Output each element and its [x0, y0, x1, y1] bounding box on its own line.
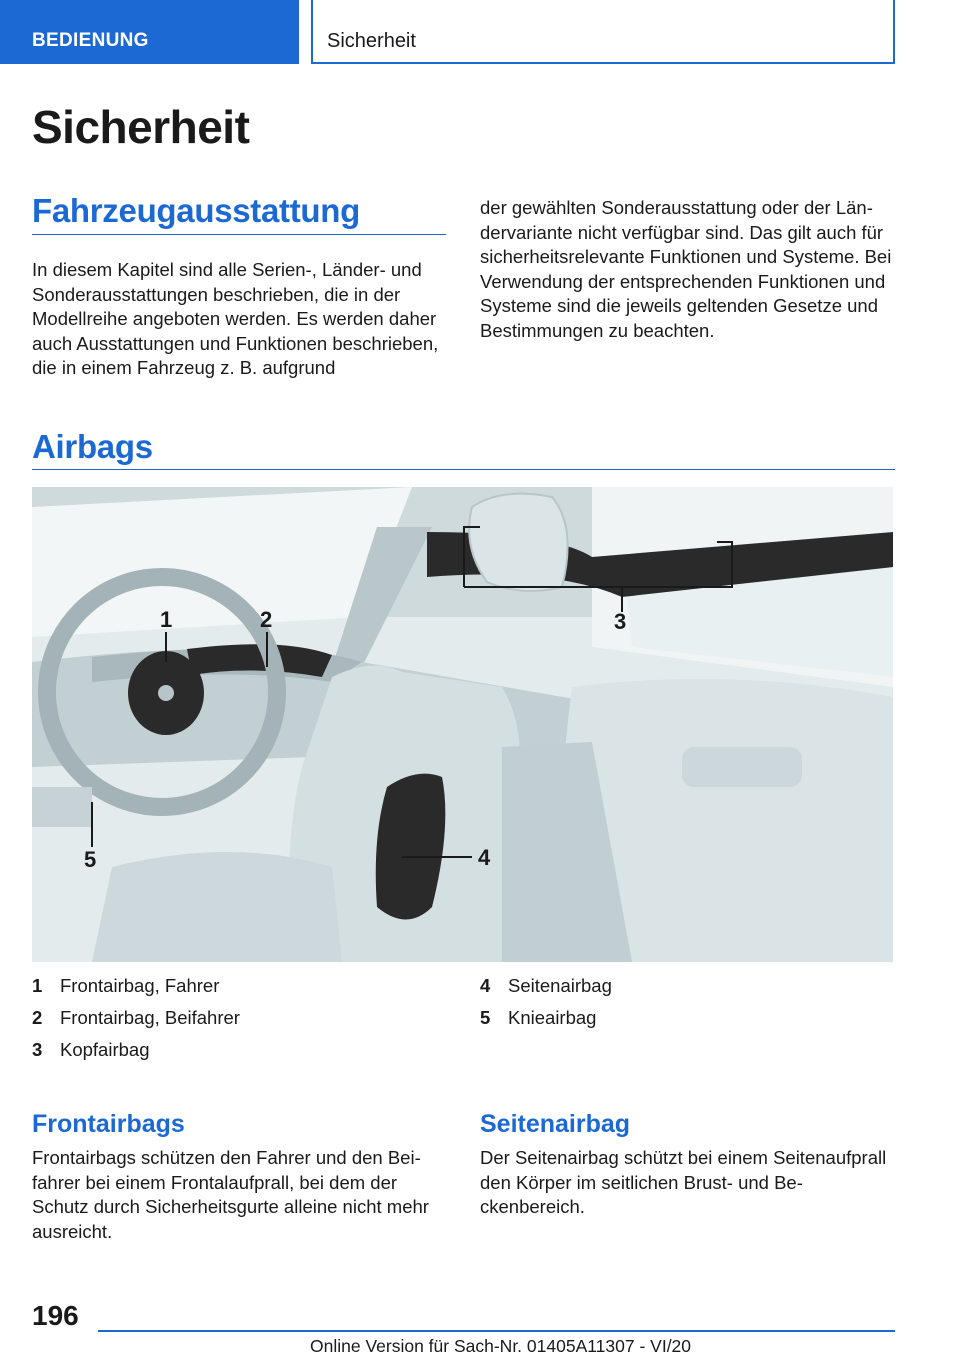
- legend-num: 4: [480, 975, 491, 996]
- airbags-rule: [32, 469, 895, 470]
- legend-left: [32, 970, 240, 1066]
- legend-label: Frontairbag, Fahrer: [60, 975, 220, 996]
- equipment-text-col2: der gewählten Sonderausstattung oder der Ländervariante nicht verfügbar sind. Das gilt auch für sicherheitsrelevante Funktionen und Systeme. Bei Verwendung der entsprechenden Funktionen und Systeme sind die jeweils geltenden Gesetze und Bestimmungen zu beachten.: [480, 197, 892, 341]
- page-title: Sicherheit: [32, 101, 250, 153]
- legend-num: 1: [32, 975, 43, 996]
- seitenairbag-text: Der Seitenairbag schützt bei einem Seitenaufprall den Körper im seitlichen Brust- und Beckenbereich.: [480, 1147, 887, 1217]
- page-number: 196: [32, 1300, 79, 1331]
- legend-num: 2: [32, 1007, 43, 1028]
- airbag-illustration: [32, 487, 893, 962]
- footer-text: Online Version für Sach-Nr. 01405A11307 - VI/20: [310, 1336, 692, 1356]
- legend-label: Seitenairbag: [508, 975, 612, 996]
- legend-num: 3: [32, 1039, 43, 1060]
- legend-num: 5: [480, 1007, 491, 1028]
- equipment-text-col1: In diesem Kapitel sind alle Serien-, Länder- und Sonderausstattungen beschrieben, die in der Modellreihe angeboten werden. Es werden daher auch Ausstattungen und Funktionen beschrieben, die in einem Fahrzeug z. B. aufgrund: [32, 259, 439, 378]
- section-tab: [311, 0, 895, 64]
- car-interior-svg: [32, 487, 893, 962]
- chapter-tab: [0, 0, 299, 64]
- equipment-heading: Fahrzeugausstattung: [32, 192, 360, 229]
- legend-item: [32, 1034, 240, 1066]
- seitenairbag-heading: Seitenairbag: [480, 1110, 631, 1138]
- callout-4: 4: [478, 845, 491, 870]
- legend-item: [32, 1002, 240, 1034]
- callout-2: 2: [260, 607, 273, 632]
- legend-label: Frontairbag, Beifahrer: [60, 1007, 240, 1028]
- callout-5: 5: [84, 847, 97, 872]
- legend-label: Kopfairbag: [60, 1039, 150, 1060]
- callout-3: 3: [614, 609, 627, 634]
- legend-label: Knieairbag: [508, 1007, 597, 1028]
- footer-rule: [98, 1330, 895, 1332]
- frontairbags-text: Frontairbags schützen den Fahrer und den Beifahrer bei einem Frontalaufprall, bei dem der Schutz durch Sicherheitsgurte alleine nicht mehr ausreicht.: [32, 1147, 429, 1242]
- callout-1: 1: [160, 607, 173, 632]
- frontairbags-heading: Frontairbags: [32, 1110, 185, 1138]
- legend-item: [32, 970, 240, 1002]
- legend-right: [480, 970, 612, 1034]
- legend-item: [480, 970, 612, 1002]
- airbags-heading: Airbags: [32, 428, 153, 465]
- legend-item: [480, 1002, 612, 1034]
- chapter-label: BEDIENUNG: [32, 30, 149, 51]
- section-label: Sicherheit: [327, 30, 416, 52]
- equipment-rule: [32, 234, 446, 235]
